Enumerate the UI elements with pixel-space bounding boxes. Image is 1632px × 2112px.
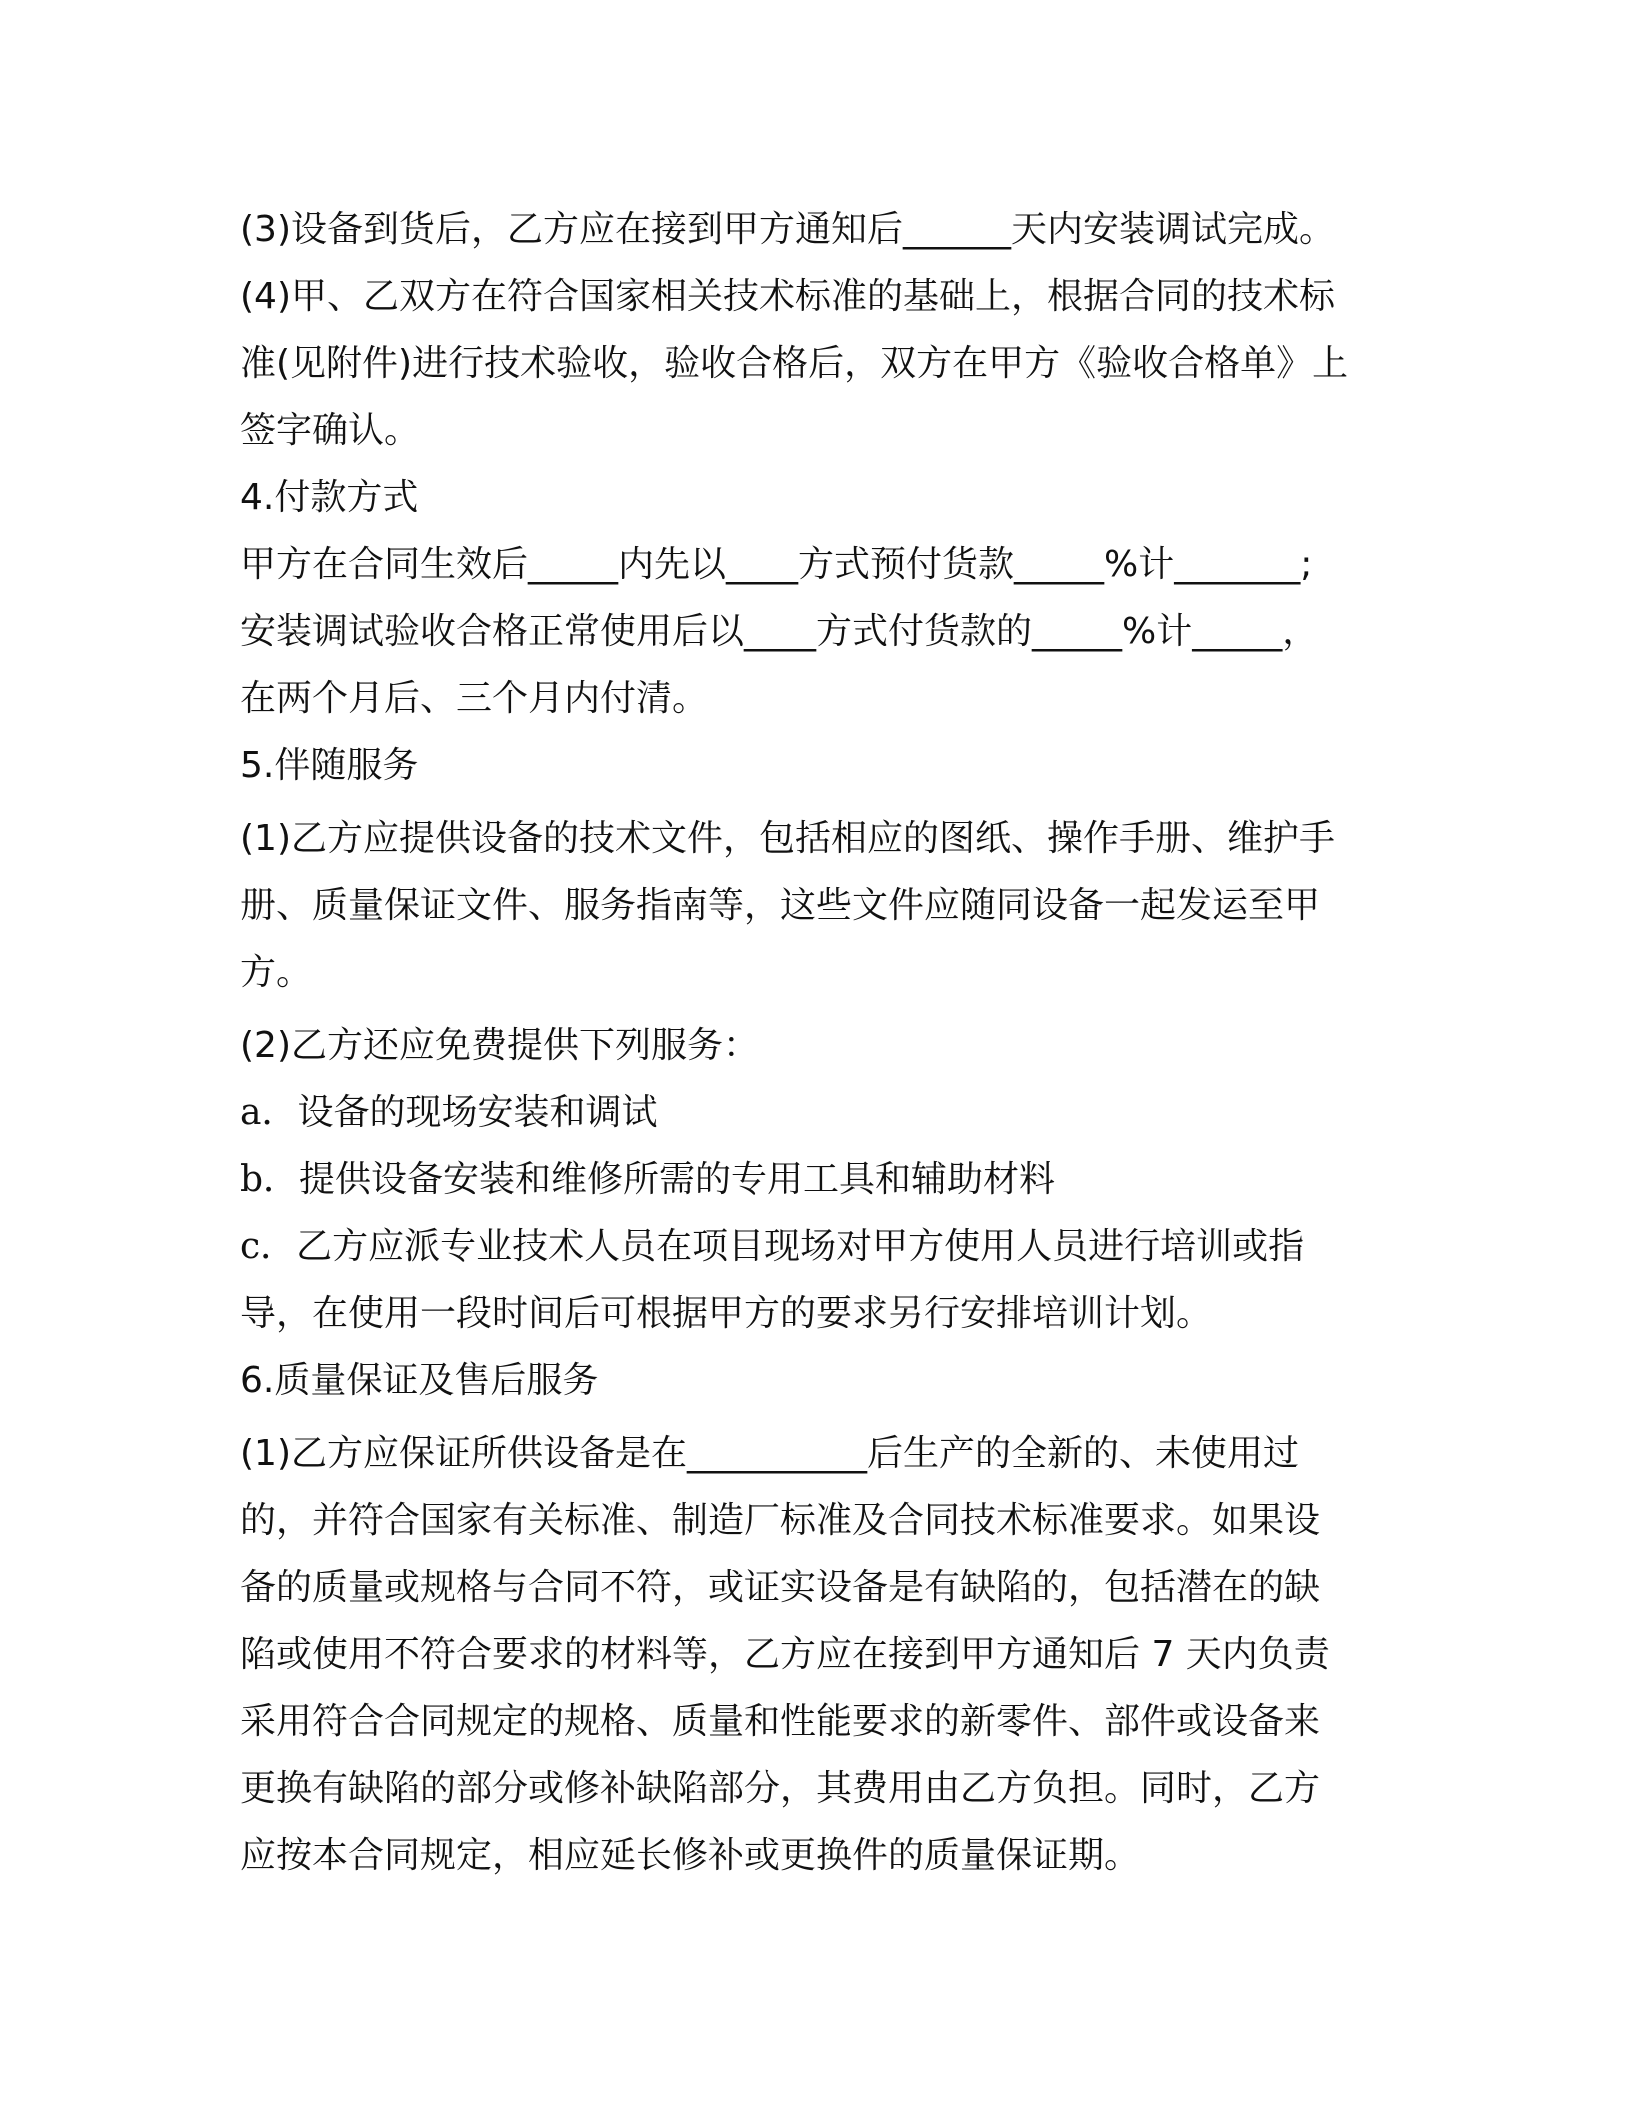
service-item-b: b．提供设备安装和维修所需的专用工具和辅助材料 xyxy=(240,1159,1056,1200)
warranty-1-line-6: 更换有缺陷的部分或修补缺陷部分，其费用由乙方负担。同时，乙方 xyxy=(240,1768,1321,1809)
warranty-1-line-7: 应按本合同规定，相应延长修补或更换件的质量保证期。 xyxy=(240,1835,1141,1876)
clause-3-4-acceptance-line-2: 准(见附件)进行技术验收，验收合格后，双方在甲方《验收合格单》上 xyxy=(240,343,1349,384)
payment-line-1: 甲方在合同生效后_____内先以____方式预付货款_____%计_______; xyxy=(240,544,1313,585)
service-item-c-line-1: c．乙方应派专业技术人员在项目现场对甲方使用人员进行培训或指 xyxy=(240,1226,1305,1267)
warranty-1-line-1: (1)乙方应保证所供设备是在__________后生产的全新的、未使用过 xyxy=(240,1433,1299,1474)
clause-3-4-acceptance-line-1: (4)甲、乙双方在符合国家相关技术标准的基础上，根据合同的技术标 xyxy=(240,276,1335,317)
service-item-c-line-2: 导，在使用一段时间后可根据甲方的要求另行安排培训计划。 xyxy=(240,1293,1213,1334)
services-1-line-3: 方。 xyxy=(240,952,313,993)
document-body xyxy=(240,196,1400,1889)
payment-line-2: 安装调试验收合格正常使用后以____方式付货款的_____%计_____， xyxy=(240,611,1319,652)
section-heading-payment: 4.付款方式 xyxy=(240,477,419,518)
service-item-a: a．设备的现场安装和调试 xyxy=(240,1092,658,1133)
clause-3-3-install-deadline: (3)设备到货后，乙方应在接到甲方通知后______天内安装调试完成。 xyxy=(240,209,1335,250)
warranty-1-line-2: 的，并符合国家有关标准、制造厂标准及合同技术标准要求。如果设 xyxy=(240,1500,1321,1541)
payment-line-3: 在两个月后、三个月内付清。 xyxy=(240,678,709,719)
clause-3-4-acceptance-line-3: 签字确认。 xyxy=(240,410,421,451)
services-2-intro: (2)乙方还应免费提供下列服务： xyxy=(240,1025,759,1066)
section-heading-warranty: 6.质量保证及售后服务 xyxy=(240,1360,599,1401)
services-1-line-2: 册、质量保证文件、服务指南等，这些文件应随同设备一起发运至甲 xyxy=(240,885,1321,926)
warranty-1-line-3: 备的质量或规格与合同不符，或证实设备是有缺陷的，包括潜在的缺 xyxy=(240,1567,1321,1608)
warranty-1-line-5: 采用符合合同规定的规格、质量和性能要求的新零件、部件或设备来 xyxy=(240,1701,1321,1742)
section-heading-services: 5.伴随服务 xyxy=(240,745,419,786)
warranty-1-line-4: 陷或使用不符合要求的材料等，乙方应在接到甲方通知后 7 天内负责 xyxy=(240,1634,1330,1675)
services-1-line-1: (1)乙方应提供设备的技术文件，包括相应的图纸、操作手册、维护手 xyxy=(240,818,1335,859)
